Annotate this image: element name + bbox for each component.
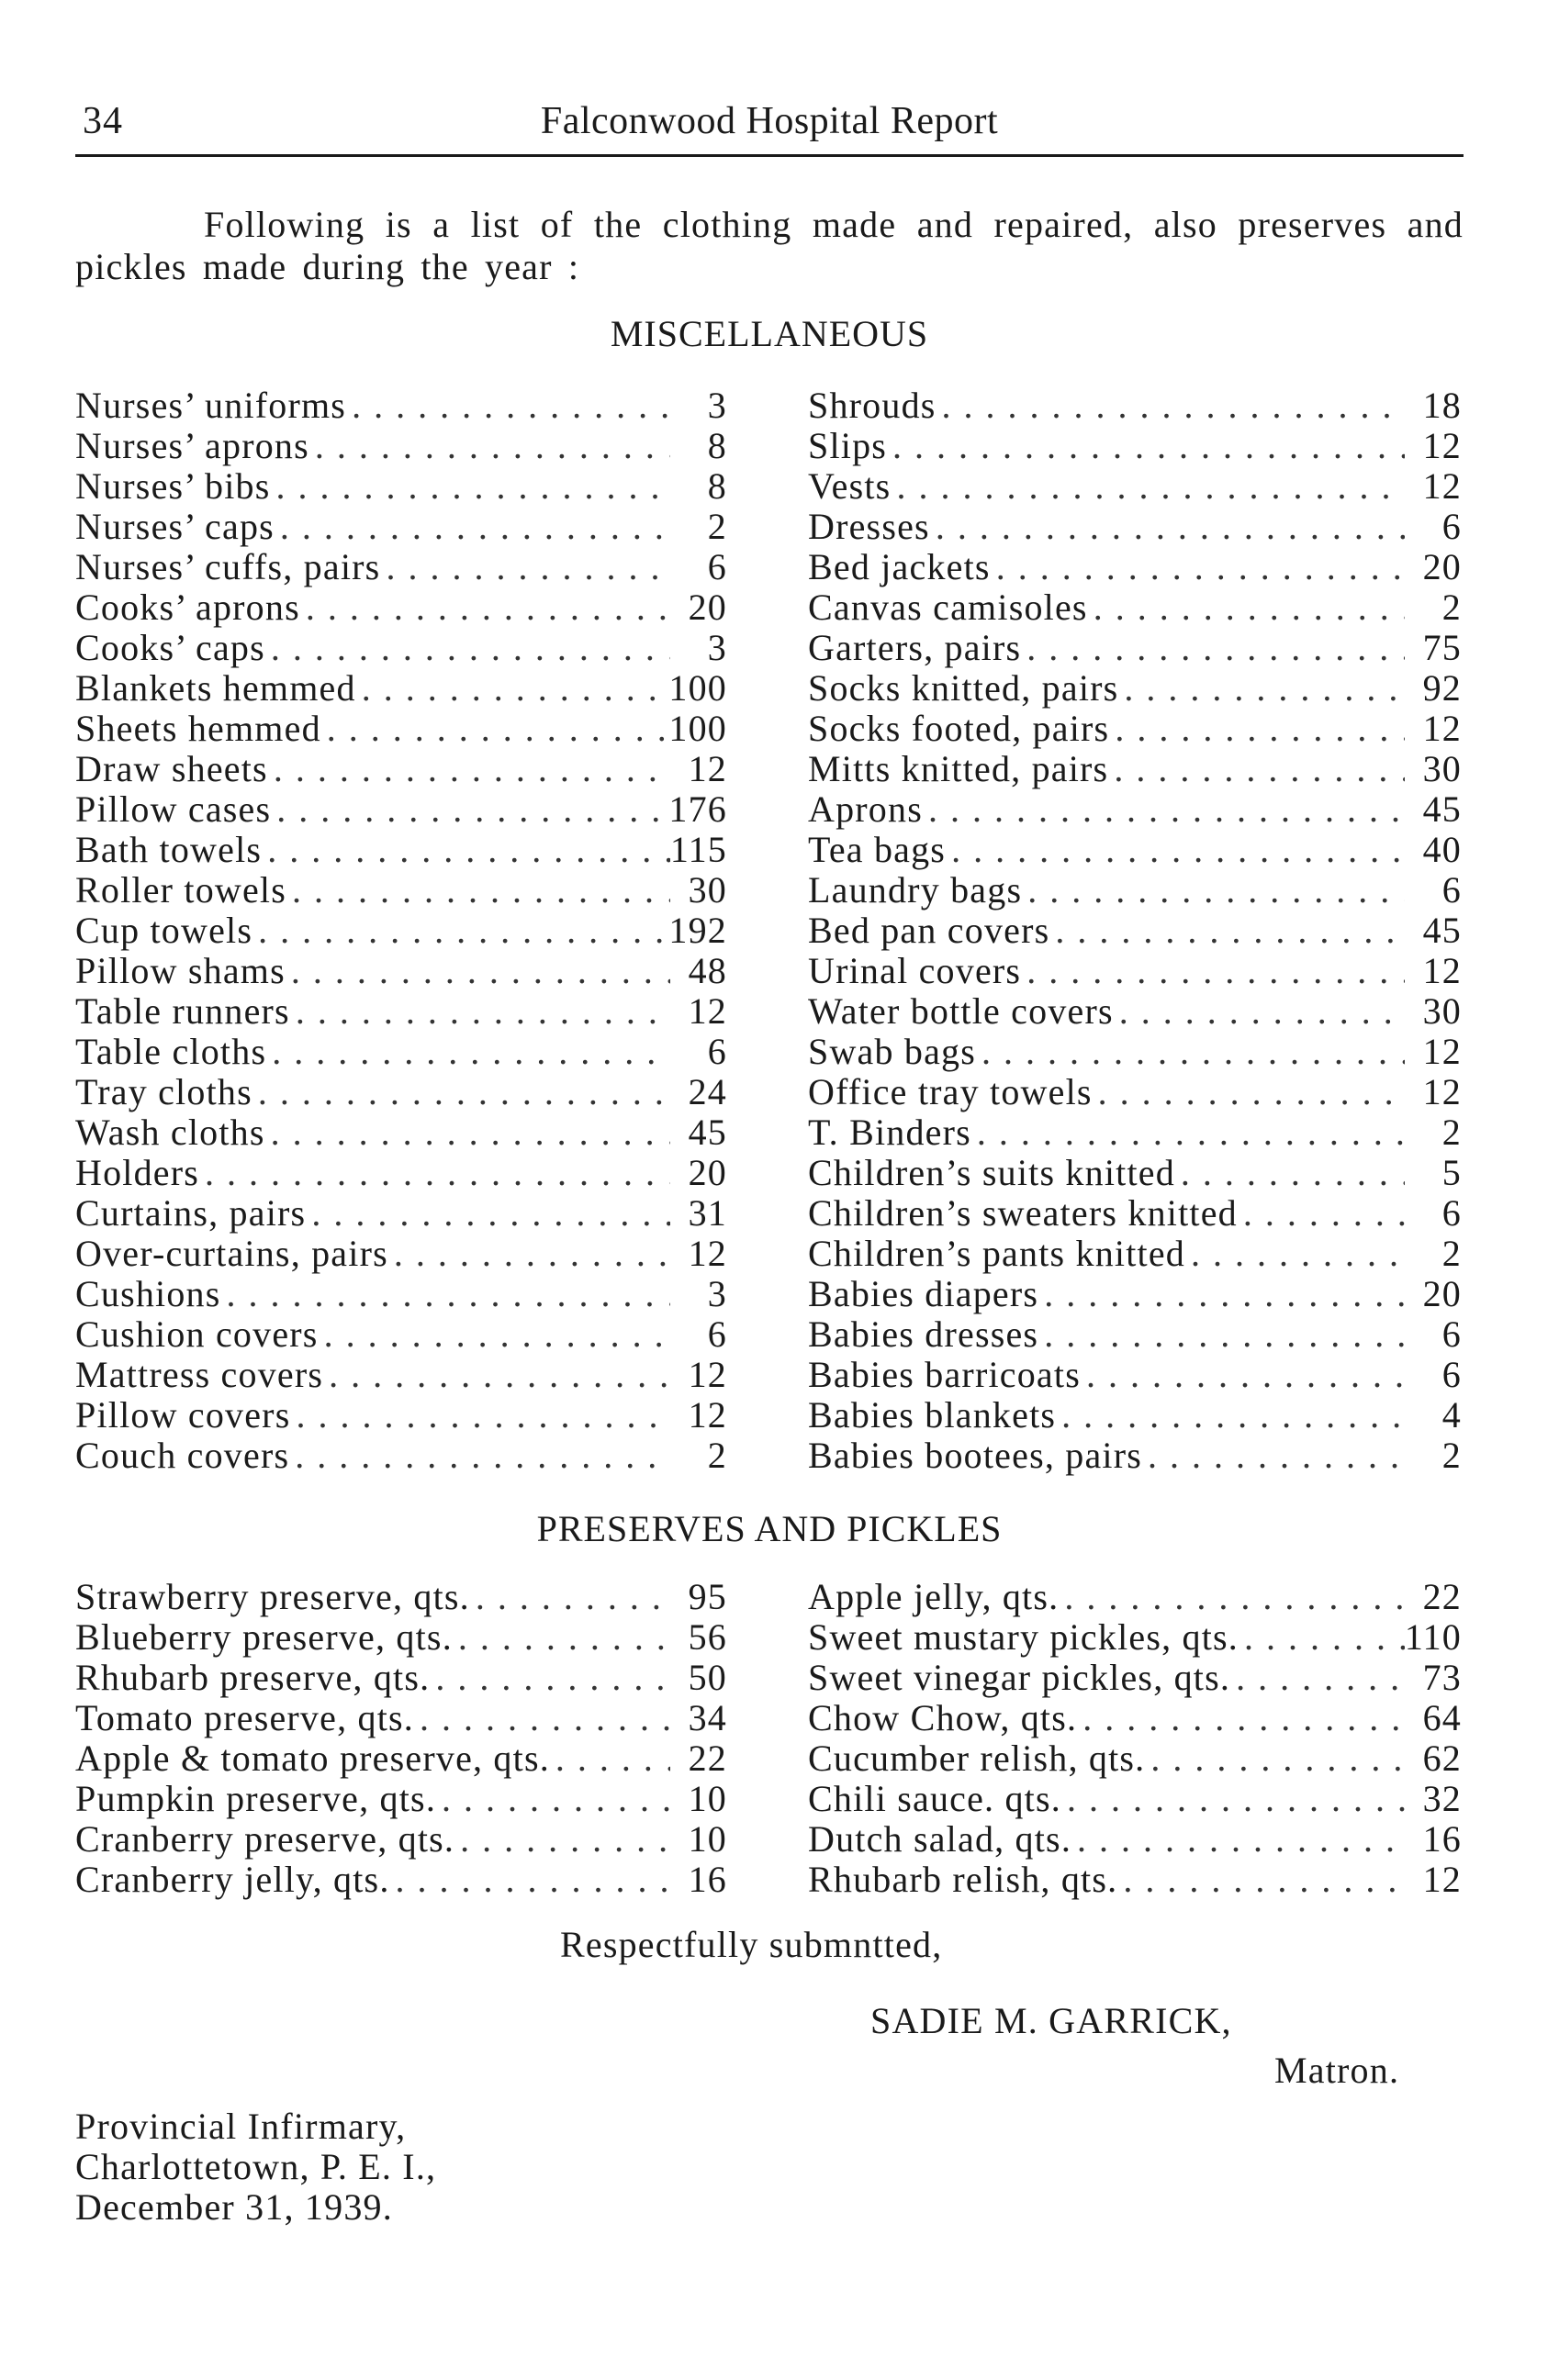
item-quantity: 73 [1422,1657,1462,1698]
dot-leader [550,1737,670,1780]
item-quantity: 12 [688,1354,727,1395]
list-item [75,1070,727,1111]
item-label: Mitts knitted, pairs [808,748,1109,789]
page-number: 34 [83,100,123,142]
item-quantity: 5 [1441,1152,1462,1193]
dot-leader [319,1313,670,1356]
list-item [75,626,727,666]
list-item [75,464,727,505]
dot-leader [265,626,670,669]
item-label: Tea bags [808,829,947,870]
list-item [808,909,1462,949]
list-item [808,788,1462,828]
item-quantity: 12 [1422,465,1462,507]
dot-leader [937,384,1405,427]
dot-leader [1238,1191,1405,1235]
item-quantity: 12 [1422,1031,1462,1072]
dot-leader [1239,1615,1405,1659]
list-item [808,1272,1462,1313]
list-item [75,1353,727,1393]
item-label: Sheets hemmed [75,708,321,749]
item-label: Nurses’ aprons [75,425,309,466]
list-item [808,666,1462,707]
item-quantity: 31 [688,1192,727,1234]
item-label: Holders [75,1152,200,1193]
dot-leader [289,1434,670,1477]
item-label: Bed pan covers [808,910,1050,951]
dot-leader [252,1070,670,1113]
item-label: Apple & tomato preserve, qts. [75,1738,550,1779]
list-item [75,586,727,626]
item-quantity: 20 [688,1152,727,1193]
dot-leader [891,464,1405,508]
list-item [808,1817,1462,1858]
item-label: Vests [808,465,892,507]
dot-leader [1061,1777,1405,1820]
list-item [75,868,727,909]
item-quantity: 4 [1441,1394,1462,1436]
item-quantity: 115 [669,829,727,870]
list-item [75,1777,727,1817]
item-label: Dutch salad, qts. [808,1818,1072,1860]
dot-leader [271,788,668,831]
list-item [808,545,1462,586]
list-item [75,1151,727,1191]
list-item [75,707,727,747]
list-item [75,424,727,464]
dot-leader [262,828,670,871]
item-label: Table cloths [75,1031,267,1072]
list-item [808,707,1462,747]
list-item [808,1151,1462,1191]
list-item [808,1393,1462,1434]
list-item [75,1817,727,1858]
item-quantity: 45 [688,1112,727,1153]
dot-leader [1022,868,1405,911]
intro-paragraph: Following is a list of the clothing made and repaired, also preserves and pickles made during the year : [75,204,1464,287]
item-quantity: 30 [688,869,727,911]
list-item [75,1696,727,1737]
item-quantity: 12 [1422,950,1462,991]
dot-leader [221,1272,670,1315]
list-item [75,1575,727,1615]
item-label: Swab bags [808,1031,977,1072]
item-quantity: 6 [1441,1313,1462,1355]
dot-leader [390,1858,670,1901]
item-quantity: 62 [1422,1738,1462,1779]
list-item [808,424,1462,464]
list-item [75,384,727,424]
dot-leader [1049,909,1405,952]
item-quantity: 12 [688,748,727,789]
list-item [808,1696,1462,1737]
item-label: Sweet mustary pickles, qts. [808,1616,1239,1658]
item-quantity: 2 [707,1435,727,1476]
dot-leader [252,909,668,952]
dot-leader [976,1030,1405,1073]
list-item [808,1575,1462,1615]
item-quantity: 6 [1441,506,1462,547]
item-quantity: 6 [1441,1354,1462,1395]
preserves-heading: PRESERVES AND PICKLES [536,1508,1003,1549]
item-label: Bath towels [75,829,263,870]
item-quantity: 2 [1441,587,1462,628]
item-label: Mattress covers [75,1354,324,1395]
item-quantity: 2 [707,506,727,547]
item-quantity: 100 [668,667,727,709]
dot-leader [930,505,1405,548]
item-label: Socks footed, pairs [808,708,1110,749]
item-label: Cushions [75,1273,221,1314]
dot-leader [323,1353,670,1396]
dot-leader [887,424,1405,467]
signatory-name: SADIE M. GARRICK, [870,2000,1232,2041]
list-item [808,828,1462,868]
miscellaneous-heading: MISCELLANEOUS [610,313,929,354]
item-quantity: 32 [1422,1778,1462,1819]
item-quantity: 48 [688,950,727,991]
item-label: Strawberry preserve, qts. [75,1576,470,1617]
list-item [808,1030,1462,1070]
item-label: Cranberry preserve, qts. [75,1818,455,1860]
item-label: Canvas camisoles [808,587,1088,628]
item-quantity: 20 [1422,546,1462,587]
preserves-left-column [75,1575,727,1898]
item-label: Water bottle covers [808,990,1114,1032]
list-item [808,1737,1462,1777]
item-quantity: 20 [1422,1273,1462,1314]
dot-leader [306,1191,670,1235]
item-label: Children’s sweaters knitted [808,1192,1238,1234]
closing-line: Respectfully submntted, [560,1924,943,1965]
dot-leader [470,1575,670,1618]
list-item [75,1393,727,1434]
item-label: Roller towels [75,869,287,911]
list-item [75,1111,727,1151]
item-quantity: 12 [1422,708,1462,749]
item-label: Rhubarb relish, qts. [808,1859,1118,1900]
item-quantity: 45 [1422,788,1462,830]
item-quantity: 40 [1422,829,1462,870]
list-item [808,1858,1462,1898]
dot-leader [1230,1656,1405,1699]
list-item [75,909,727,949]
dot-leader [1056,1393,1405,1436]
dot-leader [1059,1575,1405,1618]
item-label: Table runners [75,990,290,1032]
item-label: Curtains, pairs [75,1192,307,1234]
dot-leader [1021,949,1405,992]
item-quantity: 95 [688,1576,727,1617]
item-label: Babies dresses [808,1313,1039,1355]
item-label: Couch covers [75,1435,290,1476]
item-label: Pillow covers [75,1394,291,1436]
item-quantity: 6 [1441,869,1462,911]
item-quantity: 34 [688,1697,727,1738]
dot-leader [268,747,670,790]
running-title: Falconwood Hospital Report [540,100,999,142]
item-label: Blankets hemmed [75,667,356,709]
item-quantity: 12 [1422,1859,1462,1900]
dot-leader [265,1111,670,1154]
item-label: Babies diapers [808,1273,1039,1314]
list-item [808,1434,1462,1474]
item-quantity: 100 [668,708,727,749]
item-label: Chow Chow, qts. [808,1697,1078,1738]
list-item [808,1191,1462,1232]
item-label: Nurses’ caps [75,506,275,547]
item-quantity: 20 [688,587,727,628]
list-item [808,384,1462,424]
item-quantity: 6 [707,546,727,587]
item-label: Tray cloths [75,1071,252,1112]
item-label: Cooks’ aprons [75,587,300,628]
list-item [75,1615,727,1656]
list-item [75,505,727,545]
item-quantity: 16 [688,1859,727,1900]
item-label: Cushion covers [75,1313,319,1355]
dot-leader [1118,666,1405,710]
list-item [808,626,1462,666]
dot-leader [388,1232,670,1275]
item-label: Pillow cases [75,788,272,830]
item-label: Cranberry jelly, qts. [75,1859,390,1900]
item-quantity: 64 [1422,1697,1462,1738]
dot-leader [1071,1817,1405,1860]
item-quantity: 12 [1422,1071,1462,1112]
item-quantity: 22 [688,1738,727,1779]
dot-leader [1081,1353,1405,1396]
list-item [75,828,727,868]
address-line: Provincial Infirmary, [75,2106,407,2147]
list-item [808,1353,1462,1393]
item-label: Children’s suits knitted [808,1152,1175,1193]
dot-leader [275,505,670,548]
item-label: Aprons [808,788,923,830]
item-quantity: 10 [688,1818,727,1860]
list-item [808,464,1462,505]
dot-leader [1077,1696,1405,1739]
item-label: Pumpkin preserve, qts. [75,1778,437,1819]
item-label: Dresses [808,506,930,547]
dot-leader [454,1817,670,1860]
list-item [75,1272,727,1313]
item-label: Cup towels [75,910,253,951]
list-item [75,666,727,707]
item-label: Cooks’ caps [75,627,265,668]
item-quantity: 3 [707,385,727,426]
preserves-right-column [808,1575,1462,1898]
item-label: Urinal covers [808,950,1022,991]
item-label: T. Binders [808,1112,971,1153]
dot-leader [1185,1232,1405,1275]
item-label: Laundry bags [808,869,1023,911]
dot-leader [971,1111,1405,1154]
item-quantity: 6 [1441,1192,1462,1234]
item-label: Slips [808,425,888,466]
item-label: Pillow shams [75,950,286,991]
item-label: Babies blankets [808,1394,1057,1436]
item-quantity: 6 [707,1313,727,1355]
item-label: Garters, pairs [808,627,1022,668]
list-item [75,1313,727,1353]
item-quantity: 10 [688,1778,727,1819]
item-quantity: 12 [688,990,727,1032]
list-item [808,1656,1462,1696]
item-label: Blueberry preserve, qts. [75,1616,453,1658]
item-quantity: 6 [707,1031,727,1072]
item-quantity: 192 [668,910,727,951]
item-label: Cucumber relish, qts. [808,1738,1146,1779]
address-block [75,2106,436,2228]
dot-leader [286,949,670,992]
list-item [75,1434,727,1474]
dot-leader [1093,1070,1405,1113]
dot-leader [991,545,1405,588]
item-label: Babies barricoats [808,1354,1081,1395]
item-quantity: 8 [707,425,727,466]
dot-leader [453,1615,670,1659]
dot-leader [1088,586,1405,629]
list-item [808,1313,1462,1353]
dot-leader [436,1777,670,1820]
item-label: Rhubarb preserve, qts. [75,1657,431,1698]
item-label: Bed jackets [808,546,991,587]
dot-leader [309,424,670,467]
list-item [808,1232,1462,1272]
list-item [75,949,727,989]
list-item [75,1737,727,1777]
item-label: Nurses’ cuffs, pairs [75,546,381,587]
address-date: December 31, 1939. [75,2186,393,2228]
dot-leader [1109,707,1405,750]
dot-leader [286,868,670,911]
item-label: Office tray towels [808,1071,1093,1112]
list-item [808,1777,1462,1817]
dot-leader [290,1393,670,1436]
dot-leader [1038,1313,1405,1356]
list-item [808,747,1462,788]
dot-leader [1142,1434,1405,1477]
dot-leader [199,1151,670,1194]
item-quantity: 12 [688,1233,727,1274]
dot-leader [380,545,670,588]
list-item [808,586,1462,626]
item-label: Wash cloths [75,1112,265,1153]
item-quantity: 30 [1422,748,1462,789]
miscellaneous-left-column [75,384,727,1474]
list-item [808,1111,1462,1151]
item-quantity: 30 [1422,990,1462,1032]
signatory-title: Matron. [1274,2050,1400,2091]
dot-leader [1145,1737,1405,1780]
list-item [808,868,1462,909]
item-label: Shrouds [808,385,937,426]
list-item [75,545,727,586]
item-label: Draw sheets [75,748,268,789]
item-quantity: 92 [1422,667,1462,709]
dot-leader [356,666,669,710]
page-header [75,99,1464,157]
list-item [75,1191,727,1232]
item-label: Nurses’ uniforms [75,385,347,426]
item-label: Over-curtains, pairs [75,1233,388,1274]
list-item [75,1858,727,1898]
item-quantity: 45 [1422,910,1462,951]
item-label: Chili sauce. qts. [808,1778,1061,1819]
list-item [808,505,1462,545]
item-quantity: 3 [707,1273,727,1314]
list-item [808,1615,1462,1656]
miscellaneous-right-column [808,384,1462,1474]
dot-leader [1038,1272,1405,1315]
dot-leader [346,384,670,427]
list-item [808,989,1462,1030]
dot-leader [1108,747,1405,790]
item-quantity: 3 [707,627,727,668]
list-item [75,1656,727,1696]
address-line: Charlottetown, P. E. I., [75,2146,437,2187]
item-quantity: 12 [1422,425,1462,466]
list-item [75,989,727,1030]
item-quantity: 18 [1422,385,1462,426]
list-item [75,1030,727,1070]
item-quantity: 50 [688,1657,727,1698]
item-quantity: 2 [1441,1112,1462,1153]
dot-leader [290,989,670,1033]
item-label: Nurses’ bibs [75,465,271,507]
list-item [75,788,727,828]
dot-leader [300,586,670,629]
dot-leader [946,828,1405,871]
item-label: Sweet vinegar pickles, qts. [808,1657,1231,1698]
dot-leader [1114,989,1405,1033]
list-item [75,747,727,788]
item-quantity: 24 [688,1071,727,1112]
item-label: Tomato preserve, qts. [75,1697,414,1738]
item-quantity: 16 [1422,1818,1462,1860]
dot-leader [271,464,670,508]
item-label: Children’s pants knitted [808,1233,1185,1274]
item-quantity: 22 [1422,1576,1462,1617]
dot-leader [1021,626,1405,669]
list-item [808,1070,1462,1111]
item-quantity: 2 [1441,1233,1462,1274]
list-item [75,1232,727,1272]
dot-leader [1117,1858,1405,1901]
dot-leader [1175,1151,1405,1194]
item-quantity: 56 [688,1616,727,1658]
dot-leader [266,1030,670,1073]
item-quantity: 12 [688,1394,727,1436]
item-label: Babies bootees, pairs [808,1435,1143,1476]
item-quantity: 110 [1404,1616,1462,1658]
item-quantity: 2 [1441,1435,1462,1476]
item-label: Socks knitted, pairs [808,667,1119,709]
item-label: Apple jelly, qts. [808,1576,1060,1617]
item-quantity: 176 [668,788,727,830]
list-item [808,949,1462,989]
dot-leader [430,1656,670,1699]
item-quantity: 8 [707,465,727,507]
item-quantity: 75 [1422,627,1462,668]
dot-leader [414,1696,670,1739]
dot-leader [321,707,669,750]
dot-leader [923,788,1405,831]
